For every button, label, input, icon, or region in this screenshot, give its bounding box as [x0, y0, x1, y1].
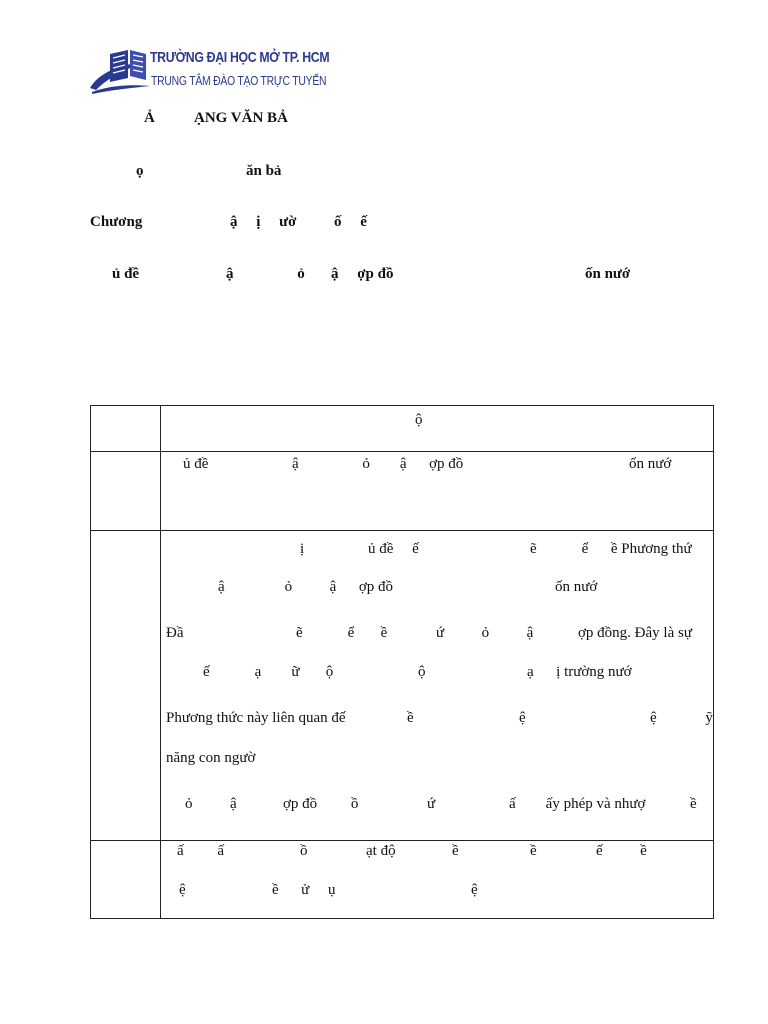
chapter-label: Chương	[90, 214, 143, 230]
doc-subtitle-part2: ăn bả	[246, 163, 282, 179]
logo-university-name: TRƯỜNG ĐẠI HỌC MỞ TP. HCM	[150, 49, 330, 66]
table-row-divider	[90, 530, 714, 531]
row2-line1-a: ị	[300, 541, 305, 557]
logo-center-name: TRUNG TÂM ĐÀO TẠO TRỰC TUYẾN	[151, 73, 327, 88]
row3-line1-b: ồ	[300, 843, 308, 859]
table-column-divider	[160, 405, 161, 919]
chapter-title: ậ ị ườ ố ế	[230, 214, 367, 230]
row2-line7-d: ấ ấy phép và nhượ	[509, 796, 646, 812]
row2-line6: năng con ngườ	[166, 750, 256, 766]
row2-line4-c: ạ ị trường nướ	[527, 664, 632, 680]
row2-line3-a: Đầ	[166, 625, 184, 641]
row2-line5-b: ề	[407, 710, 414, 726]
row2-line1-c: ẽ ể ề Phương thứ	[530, 541, 692, 557]
row2-line2-b: ốn nướ	[555, 579, 598, 595]
row2-line1-b: ủ đề ế	[368, 541, 419, 557]
row3-line2-b: ề ử ụ	[272, 882, 336, 898]
row2-line5-d: ệ ỹ	[650, 710, 713, 726]
row3-line2-c: ệ	[471, 882, 478, 898]
book-emblem-icon	[88, 44, 158, 96]
row2-line5-c: ệ	[519, 710, 526, 726]
doc-subtitle-part1: ọ	[136, 163, 144, 179]
row3-line1-a: ấ ấ	[177, 843, 225, 859]
topic-title: ậ ỏ ậ ợp đồ	[226, 266, 394, 282]
row3-line1-d: ề	[452, 843, 459, 859]
row1-text-c: ốn nướ	[629, 456, 672, 472]
row3-line2-a: ệ	[179, 882, 186, 898]
table-row-divider	[90, 840, 714, 841]
row3-line1-e: ề	[530, 843, 537, 859]
table-row-divider	[90, 451, 714, 452]
row3-line1-c: ạt độ	[366, 843, 396, 859]
row2-line3-c: ợp đồng. Đây là sự	[578, 625, 692, 641]
row2-line4-a: ế ạ ữ ộ	[203, 664, 334, 680]
topic-label: ủ đề	[112, 266, 140, 282]
row2-line7-b: ợp đồ ồ	[283, 796, 359, 812]
row2-line3-b: ẽ ể ề ứ ỏ ậ	[296, 625, 534, 641]
doc-title-part1: Ả	[144, 110, 155, 126]
row3-line1-f: ế ề	[596, 843, 647, 859]
row2-line7-c: ứ	[427, 796, 436, 812]
row1-text-a: ủ đề	[183, 456, 209, 472]
row2-line5-a: Phương thức này liên quan đế	[166, 710, 346, 726]
row2-line7-a: ỏ ậ	[185, 796, 237, 812]
table-header-cell: ộ	[415, 412, 423, 428]
row2-line4-b: ộ	[418, 664, 426, 680]
content-table	[90, 405, 714, 919]
row1-text-b: ậ ỏ ậ ợp đồ	[292, 456, 464, 472]
row2-line7-e: ề	[690, 796, 697, 812]
row2-line2-a: ậ ỏ ậ ợp đồ	[218, 579, 393, 595]
topic-title-end: ốn nướ	[585, 266, 631, 282]
doc-title-part2: ẠNG VĂN BẢ	[194, 110, 288, 126]
